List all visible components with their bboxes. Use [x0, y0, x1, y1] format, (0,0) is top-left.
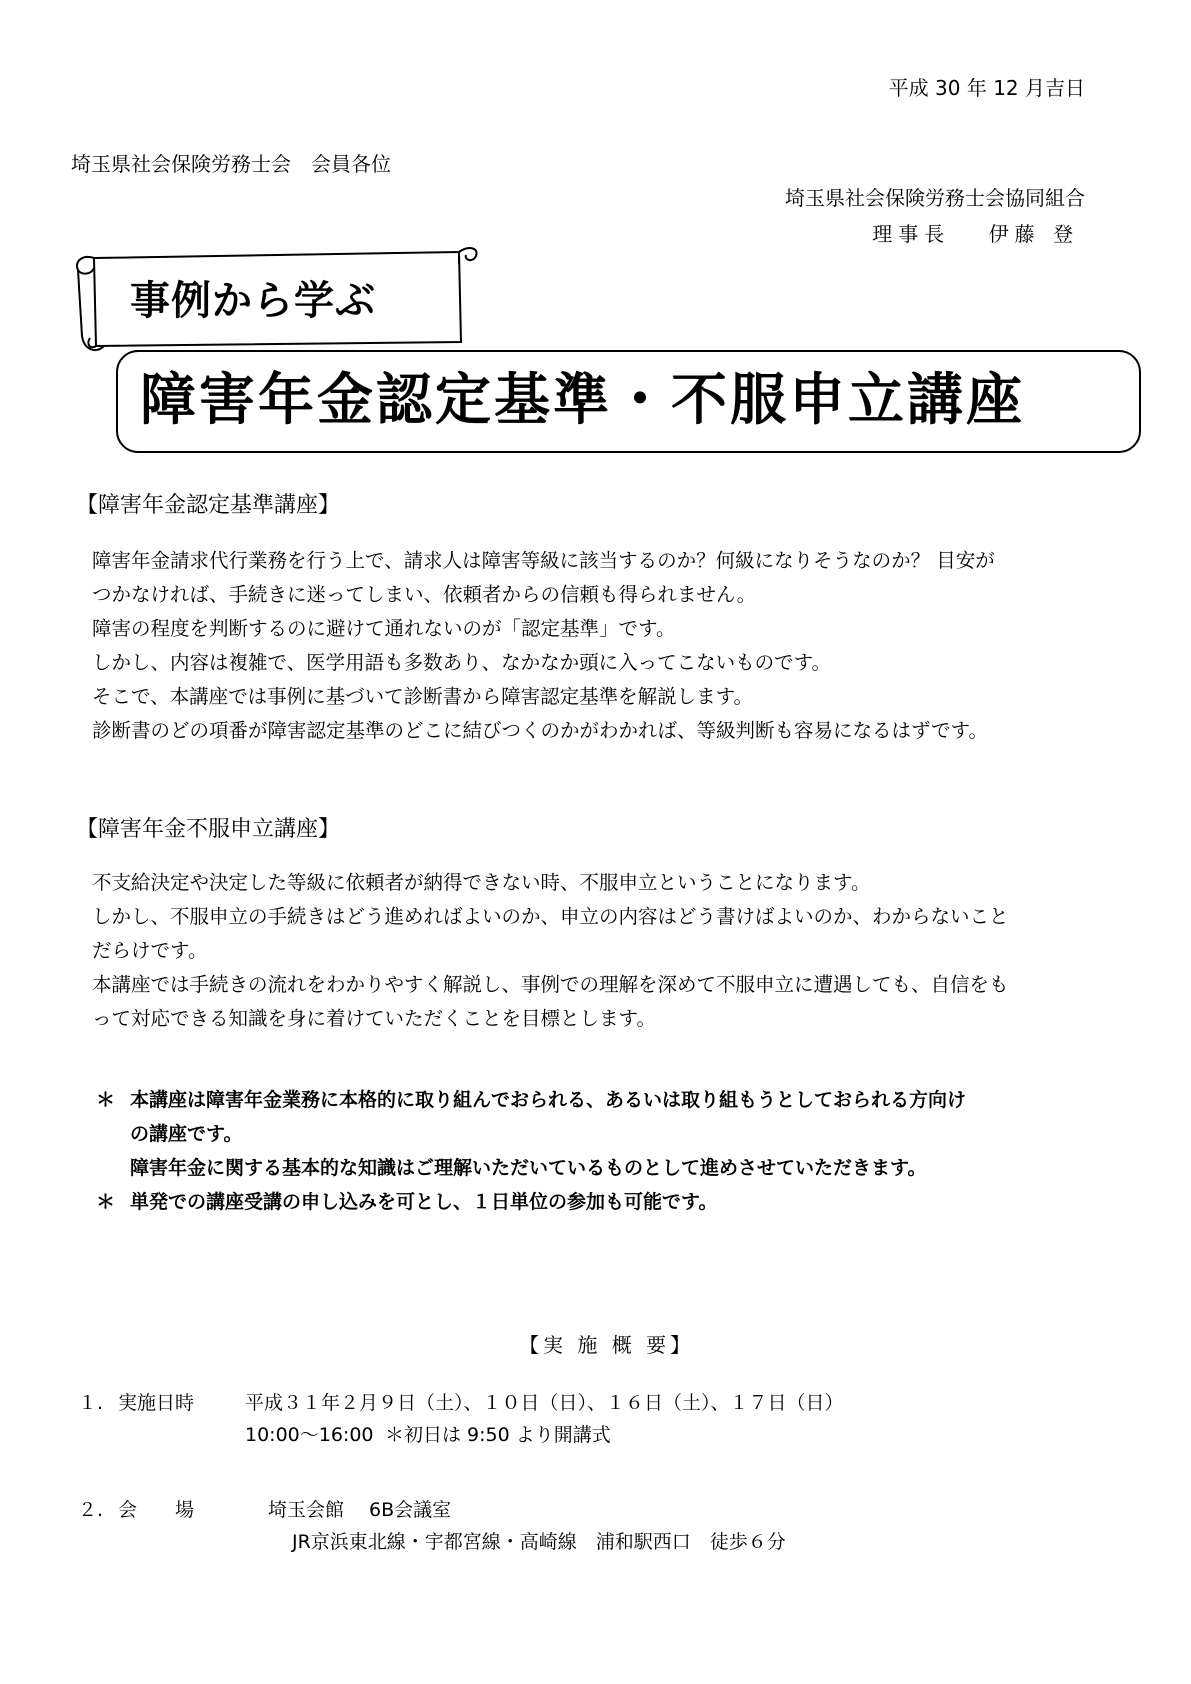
section1-body [92, 544, 1132, 748]
section1-line: しかし、内容は複雑で、医学用語も多数あり、なかなか頭に入ってこないものです。 [92, 651, 832, 674]
sender-person: 理事長 伊藤 登 [872, 222, 1079, 246]
section2-line: しかし、不服申立の手続きはどう進めればよいのか、申立の内容はどう書けばよいのか、わからないこと [92, 905, 1009, 928]
note-line: 単発での講座受講の申し込みを可とし、１日単位の参加も可能です。 [130, 1191, 718, 1213]
item-number: ２. [78, 1499, 104, 1521]
section2-line: だらけです。 [92, 939, 208, 962]
note-line: 本講座は障害年金業務に本格的に取り組んでおられる、あるいは取り組もうとしておられる方向け [130, 1089, 967, 1111]
section2-heading: 【障害年金不服申立講座】 [76, 817, 341, 842]
note-1 [96, 1083, 966, 1185]
banner-title: 障害年金認定基準・不服申立講座 [140, 368, 1025, 433]
section2-line: 本講座では手続きの流れをわかりやすく解説し、事例での理解を深めて不服申立に遭遇しても、自信をも [92, 973, 1009, 996]
item-dates: 平成３１年２月９日（土）、１０日（日）、１６日（土）、１７日（日） [245, 1392, 844, 1414]
asterisk-mark: ＊ [96, 1191, 116, 1213]
item-label: 会 場 [118, 1499, 195, 1521]
summary-item-datetime [78, 1387, 844, 1451]
section1-line: 障害の程度を判断するのに避けて通れないのが「認定基準」です。 [92, 617, 676, 640]
summary-heading: 【実 施 概 要】 [519, 1333, 695, 1357]
section1-line: そこで、本講座では事例に基づいて診断書から障害認定基準を解説します。 [92, 685, 754, 708]
section1-line: つかなければ、手続きに迷ってしまい、依頼者からの信頼も得られません。 [92, 583, 757, 606]
summary-item-venue [78, 1494, 786, 1558]
recipient-line: 埼玉県社会保険労務士会 会員各位 [71, 152, 391, 176]
section2-line: 不支給決定や決定した等級に依頼者が納得できない時、不服申立ということになります。 [92, 871, 871, 894]
section1-heading: 【障害年金認定基準講座】 [76, 493, 341, 518]
document-date: 平成 30 年 12 月吉日 [888, 76, 1085, 100]
section1-line: 診断書のどの項番が障害認定基準のどこに結びつくのかがわかれば、等級判断も容易になるはずです。 [92, 719, 989, 742]
sender-organization: 埼玉県社会保険労務士会協同組合 [785, 186, 1085, 210]
item-venue: 埼玉会館 6B会議室 [268, 1499, 452, 1521]
section2-line: って対応できる知識を身に着けていただくことを目標とします。 [92, 1007, 656, 1030]
item-time-note: ＊初日は 9:50 より開講式 [385, 1424, 611, 1446]
item-access: JR京浜東北線・宇都宮線・高崎線 浦和駅西口 徒歩６分 [292, 1531, 786, 1553]
note-line: 障害年金に関する基本的な知識はご理解いただいているものとして進めさせていただきます。 [130, 1157, 927, 1179]
note-2 [96, 1185, 966, 1219]
item-label: 実施日時 [118, 1392, 195, 1414]
section1-line: 障害年金請求代行業務を行う上で、請求人は障害等級に該当するのか？何級になりそうなのか？ 目安が [92, 549, 995, 572]
notes-block [96, 1083, 966, 1219]
banner-title-box [116, 350, 1141, 453]
section2-body [92, 866, 1132, 1036]
banner-subtitle: 事例から学ぶ [130, 278, 376, 324]
note-line: の講座です。 [130, 1123, 243, 1145]
asterisk-mark: ＊ [96, 1089, 116, 1111]
item-number: １. [78, 1392, 104, 1414]
item-time: 10:00～16:00 [245, 1424, 374, 1446]
